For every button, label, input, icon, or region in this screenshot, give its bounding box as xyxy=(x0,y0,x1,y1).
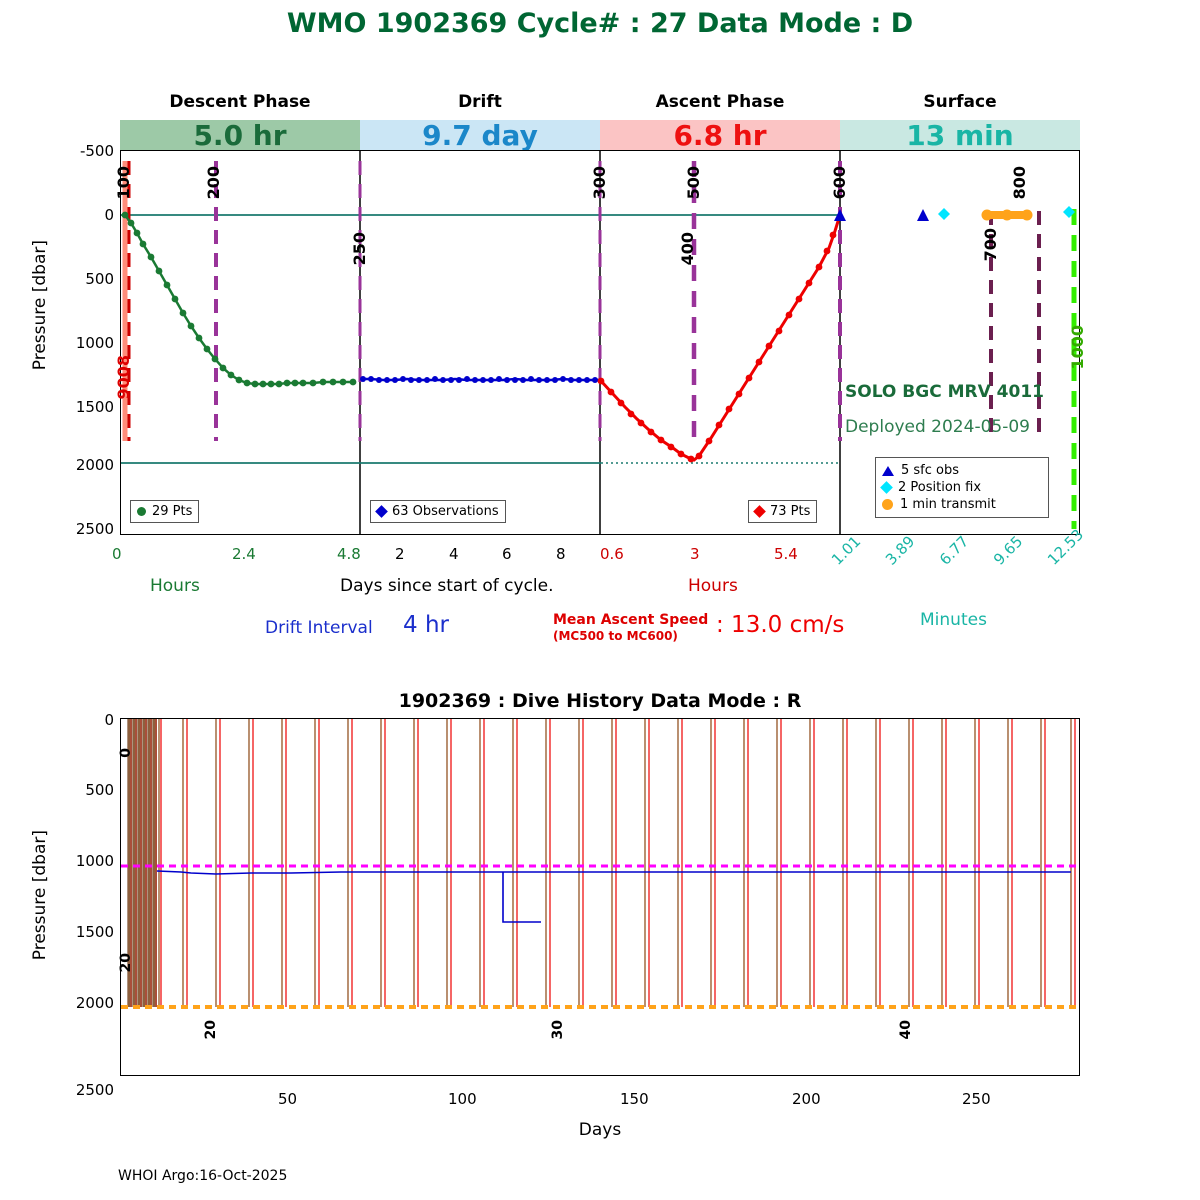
dive-history-svg xyxy=(121,719,1079,1075)
top-xtick-drift-0: 2 xyxy=(395,545,405,563)
bottom-ytick-5: 2500 xyxy=(75,1081,114,1099)
bottom-chart-xlabel: Days xyxy=(578,1120,622,1140)
top-xtick-ascent-0: 0.6 xyxy=(600,545,624,563)
ascent-speed-sublabel: (MC500 to MC600) xyxy=(553,629,678,643)
top-xtick-descent-1: 2.4 xyxy=(232,545,256,563)
top-ytick-3: 1000 xyxy=(75,334,114,352)
axis-caption-hours-ascent: Hours xyxy=(688,576,738,596)
legend-surface-label-1: 2 Position fix xyxy=(898,480,982,495)
top-ytick-0: -500 xyxy=(79,142,114,160)
mission-mark-300: 300 xyxy=(590,166,609,200)
bottom-xtick-4: 250 xyxy=(962,1090,991,1108)
legend-ascent-marker xyxy=(753,505,766,518)
legend-surface-row-1 xyxy=(882,479,1042,496)
dive-history-title: 1902369 : Dive History Data Mode : R xyxy=(398,690,802,712)
dive-history-plot xyxy=(120,718,1080,1076)
legend-surface-label-0: 5 sfc obs xyxy=(901,463,960,478)
mission-mark-9008: 9008 xyxy=(114,355,133,400)
bottom-xtick-2: 150 xyxy=(620,1090,649,1108)
axis-caption-minutes: Minutes xyxy=(920,610,987,630)
mission-mark-250: 250 xyxy=(350,232,369,266)
top-ytick-6: 2500 xyxy=(75,520,114,538)
bottom-chart-ylabel: Pressure [dbar] xyxy=(30,830,50,961)
top-xtick-surface-0: 1.01 xyxy=(828,532,865,569)
legend-descent-marker xyxy=(137,507,146,516)
mission-mark-400: 400 xyxy=(678,232,697,266)
dive-cycle-mark-30: 30 xyxy=(550,1020,566,1040)
legend-ascent xyxy=(748,500,817,523)
legend-surface-row-0 xyxy=(882,462,1042,479)
legend-surface-label-2: 1 min transmit xyxy=(900,497,996,512)
dive-cycle-mark-10: 20 xyxy=(118,953,134,973)
top-chart-ylabel: Pressure [dbar] xyxy=(30,240,50,371)
legend-descent xyxy=(130,500,199,523)
ascent-speed-label: Mean Ascent Speed xyxy=(553,612,709,628)
legend-surface-row-2 xyxy=(882,496,1042,513)
top-xtick-descent-0: 0 xyxy=(112,545,122,563)
phase-title-descent: Descent Phase xyxy=(169,92,311,112)
mission-mark-500: 500 xyxy=(684,166,703,200)
ascent-speed-value: : 13.0 cm/s xyxy=(716,612,845,638)
top-xtick-ascent-2: 5.4 xyxy=(774,545,798,563)
dive-cycle-mark-0: 0 xyxy=(118,748,134,758)
bottom-ytick-0: 0 xyxy=(104,711,114,729)
top-xtick-descent-2: 4.8 xyxy=(337,545,361,563)
phase-title-drift: Drift xyxy=(458,92,502,112)
dive-cycle-mark-20: 20 xyxy=(203,1020,219,1040)
legend-drift-label: 63 Observations xyxy=(392,504,499,519)
mission-mark-800: 800 xyxy=(1010,166,1029,200)
drift-interval-value: 4 hr xyxy=(403,612,449,638)
mission-mark-700: 700 xyxy=(981,228,1000,262)
phase-band-drift: 9.7 day xyxy=(360,120,600,150)
phase-band-surface: 13 min xyxy=(840,120,1080,150)
circle-icon xyxy=(882,499,893,510)
legend-descent-label: 29 Pts xyxy=(152,504,193,519)
bottom-xtick-3: 200 xyxy=(792,1090,821,1108)
top-xtick-drift-3: 8 xyxy=(556,545,566,563)
bottom-ytick-3: 1500 xyxy=(75,923,114,941)
top-xtick-drift-2: 6 xyxy=(502,545,512,563)
top-xtick-drift-1: 4 xyxy=(449,545,459,563)
top-xtick-ascent-1: 3 xyxy=(690,545,700,563)
float-id-label: SOLO BGC MRV 4011 xyxy=(845,382,1044,402)
top-ytick-5: 2000 xyxy=(75,456,114,474)
drift-interval-label: Drift Interval xyxy=(265,618,373,638)
phase-band-descent: 5.0 hr xyxy=(120,120,360,150)
top-ytick-1: 0 xyxy=(104,206,114,224)
dive-cycle-mark-40: 40 xyxy=(898,1020,914,1040)
top-ytick-2: 500 xyxy=(85,270,114,288)
legend-drift xyxy=(370,500,506,523)
bottom-xtick-0: 50 xyxy=(278,1090,298,1108)
triangle-icon xyxy=(882,466,894,476)
top-xtick-surface-3: 9.65 xyxy=(990,532,1027,569)
footer-text: WHOI Argo:16-Oct-2025 xyxy=(118,1168,288,1184)
axis-caption-hours-descent: Hours xyxy=(150,576,200,596)
mission-mark-600: 600 xyxy=(830,166,849,200)
legend-drift-marker xyxy=(375,505,388,518)
bottom-ytick-2: 1000 xyxy=(75,852,114,870)
legend-ascent-label: 73 Pts xyxy=(770,504,811,519)
mission-mark-100: 100 xyxy=(114,166,133,200)
top-xtick-surface-1: 3.89 xyxy=(882,532,919,569)
top-xtick-surface-2: 6.77 xyxy=(936,532,973,569)
mission-mark-200: 200 xyxy=(204,166,223,200)
top-xtick-surface-4: 12.53 xyxy=(1044,525,1088,569)
axis-caption-days: Days since start of cycle. xyxy=(340,576,554,596)
diamond-icon xyxy=(880,481,893,494)
bottom-xtick-1: 100 xyxy=(448,1090,477,1108)
bottom-ytick-4: 2000 xyxy=(75,994,114,1012)
top-ytick-4: 1500 xyxy=(75,398,114,416)
mission-mark-1000: 1000 xyxy=(1068,325,1087,370)
page-title: WMO 1902369 Cycle# : 27 Data Mode : D xyxy=(286,8,914,39)
phase-band-ascent: 6.8 hr xyxy=(600,120,840,150)
phase-title-surface: Surface xyxy=(923,92,997,112)
legend-surface xyxy=(875,457,1049,518)
bottom-ytick-1: 500 xyxy=(85,781,114,799)
deployed-label: Deployed 2024-05-09 xyxy=(845,417,1030,437)
phase-title-ascent: Ascent Phase xyxy=(655,92,785,112)
